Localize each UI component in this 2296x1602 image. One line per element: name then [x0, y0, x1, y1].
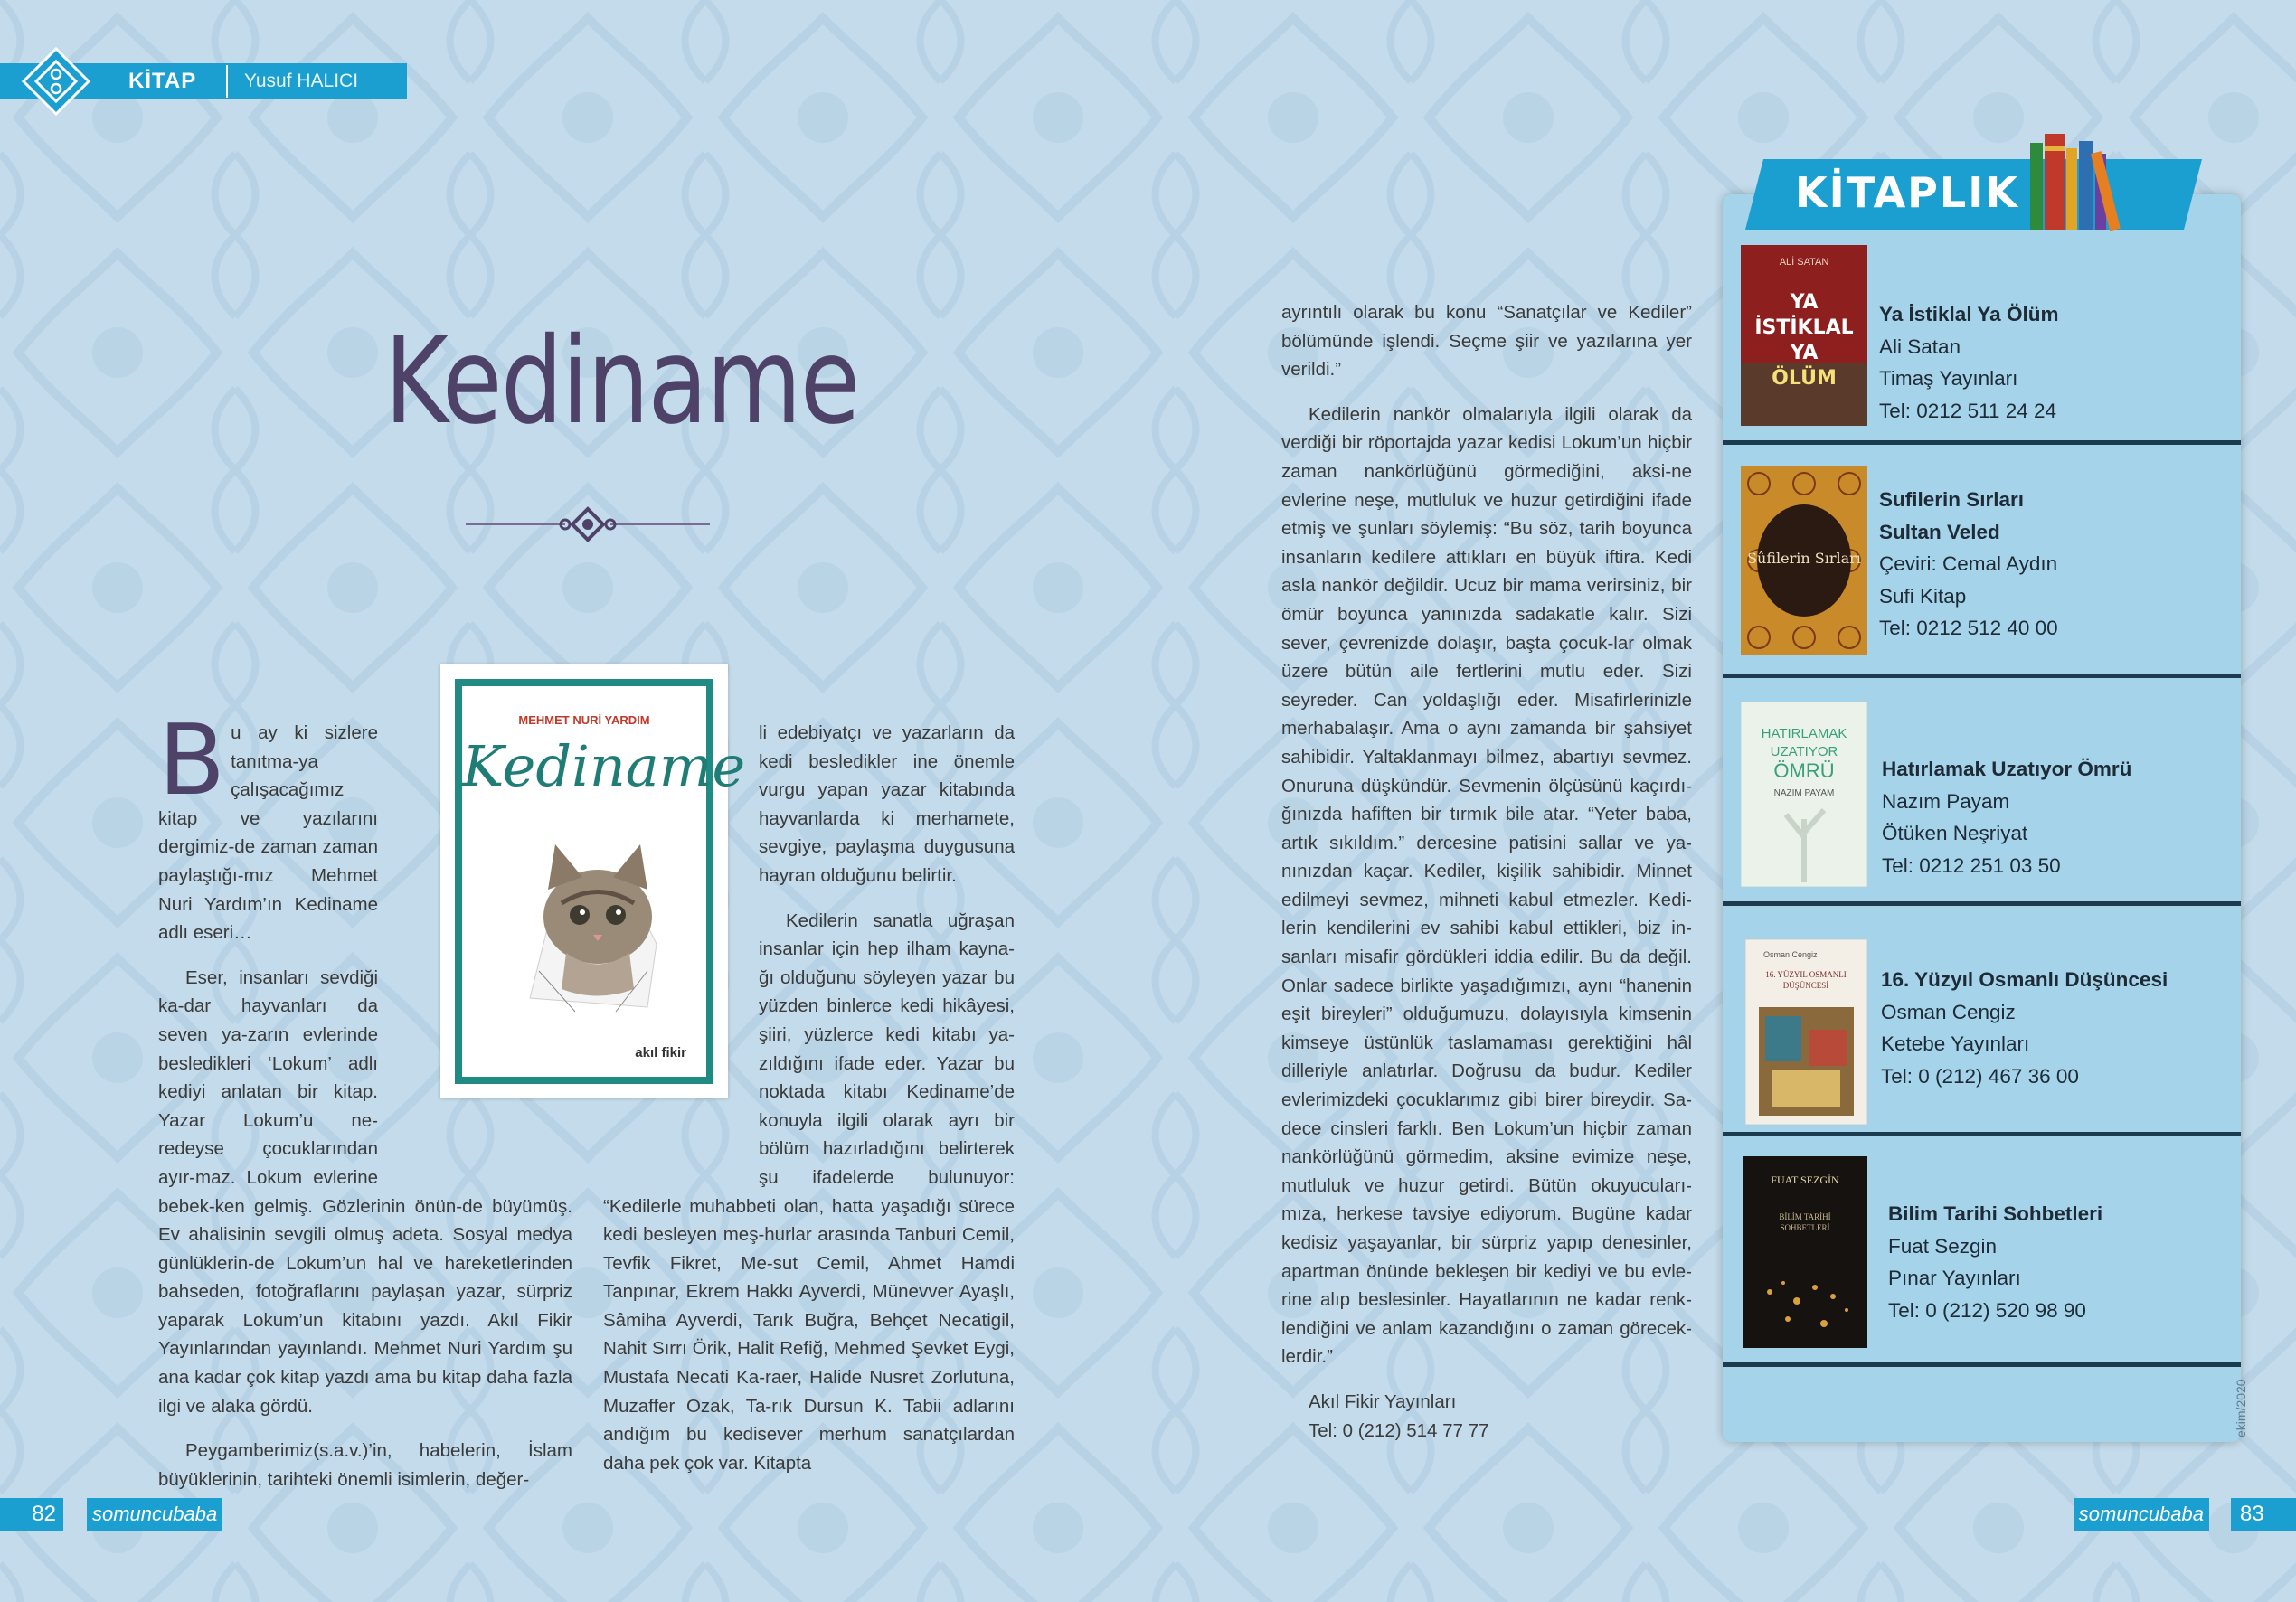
- publisher-name: Akıl Fikir Yayınları: [1309, 1390, 1457, 1412]
- book-cover-thumbnail: [1741, 245, 1867, 426]
- paragraph: Peygamberimiz(s.a.v.)’in, habelerin, İslam büyüklerinin, tarihteki önemli isimlerin, değer-: [158, 1440, 572, 1490]
- book-info: [1888, 1198, 2102, 1326]
- publisher-info: [1281, 1388, 1692, 1445]
- book-info: [1879, 298, 2058, 427]
- thumb-text: Osman Cengiz: [1763, 950, 1818, 959]
- svg-text:BİLİM TARİHİ: BİLİM TARİHİ: [1779, 1212, 1831, 1221]
- book-title: Ya İstiklal Ya Ölüm: [1879, 303, 2059, 325]
- thumb-text: FUAT SEZGİN: [1771, 1173, 1839, 1186]
- thumb-text: ALİ SATAN: [1779, 257, 1829, 268]
- book-info: [1881, 964, 2168, 1092]
- header-divider: [226, 65, 228, 98]
- book-tel: Tel: 0 (212) 467 36 00: [1881, 1064, 2079, 1088]
- book-title: 16. Yüzyıl Osmanlı Düşüncesi: [1881, 968, 2168, 991]
- section-category: KİTAP: [128, 69, 197, 93]
- book-tel: Tel: 0212 512 40 00: [1879, 617, 2058, 639]
- book-tel: Tel: 0212 251 03 50: [1882, 853, 2061, 877]
- article-author: Yusuf HALICI: [244, 71, 359, 91]
- publisher-tel: Tel: 0 (212) 514 77 77: [1309, 1419, 1489, 1441]
- book-tel: Tel: 0212 511 24 24: [1879, 399, 2056, 422]
- article-column-2: [603, 719, 1015, 1494]
- cover-title: Kediname: [462, 733, 746, 799]
- drop-cap: B: [158, 704, 226, 817]
- page-number-left: 82: [0, 1498, 63, 1531]
- books-stack-icon: [2026, 134, 2152, 233]
- kitaplik-entry-5: [1723, 1136, 2241, 1371]
- book-info: [1879, 484, 2058, 645]
- paragraph: Kedilerin nankör olmalarıyla ilgili olarak da verdiği bir röportajda yazar kedisi Lokum’un hiçbir zaman nankörlüğünü görmediğini, aksi-ne evlerine neşe, mutluluk ve huzur getirdiğini ifade etmiş ve şunları söylemiş: “Bu söz, tarih boyunca insanların kedilere attıkları en büyük iftira. Kedi asla nankör değildir. Ucuz bir mama verirsiniz, bir ömür boyunca yanınızda sadakatle kalır. Sizi sever, çevrenizde dolaşır, başta çocuk-lar olmak üzere bütün aile fertlerini mutlu eder. Sizi seyreder. Can yoldaşlığı eder. Misafirlerinizle merhabalaşır. Ama o aynı zamanda bir şahsiyet sahibidir. Yaltaklanmayı bilmez, abartıyı sevmez. Onuruna düşkündür. Sevmenin ölçüsünü kaçırdı-ğınızda hafiften bir tırmık bile atar. “Yeter baba, artık sıkıldım.” dercesine patisini sallar ve ya-nınızdan kaçar. Kediler, kişilik sahibidir. Minnet edilmeyi sevmez, mihneti kabul etmezler. Kedi-lerin kendilerini ev sahibi kabul ettikleri, biz in-sanları misafir gördükleri iddia edilir. Bu da değil. Onlar sadece birlikte yaşadığımızı, aynı “hanenin eşit bireyleri” olduğumuzu, dolayısıyla kimsenin kimseye üstünlük taslamaması gerektiğini hâl dilleriyle anlatırlar. Doğrusu da budur. Kediler evlerimizdeki çocuklarımız gibi birer bireydir. Sa-dece cinsleri farklı. Ben Lokum’un hiçbir zaman nankörlüğünü görmedim, aksine evimize neşe, mutluluk ve huzur getirdi. Bütün okuyucuları-mıza, herkese tavsiye ediyorum. Bugüne kadar kedisiz yaşayanlar, bir sürpriz yapıp denesinler, apartman önünde bekleşen bir kediyi ve bu evle-rine alıp beslesinler. Hayatlarının ne kadar renk-lendiğini ve anlam kazandığını o zaman görecek-lerdir.”: [1281, 403, 1692, 1368]
- kitaplik-entry-4: [1723, 906, 2241, 1136]
- book-publisher: Sufi Kitap: [1879, 584, 1967, 608]
- book-cover-thumbnail: [1745, 939, 1867, 1125]
- kitaplik-title: KİTAPLIK: [1795, 168, 2019, 217]
- paragraph: u ay ki sizlere tanıtma-ya çalışacağımız kitap ve yazılarını dergimiz-de zaman zaman paylaştığı-mız Mehmet Nuri Yardım’ın Kediname adlı eseri…: [158, 722, 378, 944]
- article-column-1: [158, 704, 572, 1510]
- header-ornament-icon: [0, 45, 99, 118]
- book-publisher: Timaş Yayınları: [1879, 367, 2018, 390]
- kitaplik-entry-1: [1723, 240, 2241, 448]
- entry-divider: [1723, 440, 2241, 445]
- thumb-text: NAZIM PAYAM: [1773, 788, 1835, 798]
- book-publisher: Ötüken Neşriyat: [1882, 822, 2028, 844]
- book-author: Fuat Sezgin: [1888, 1234, 1998, 1258]
- cover-wrap-space: [603, 719, 759, 1171]
- kitaplik-entry-2: [1723, 448, 2241, 678]
- paragraph: li edebiyatçı ve yazarların da kedi besledikler ine önemle vurgu yapan yazar kitabında hayvanlarda ki merhamete, sevgiye, paylaşma duygusuna hayran olduğunu belirtir.: [759, 722, 1015, 886]
- thumb-text: Sûfilerin Sırları: [1747, 550, 1861, 567]
- book-tel: Tel: 0 (212) 520 98 90: [1888, 1298, 2086, 1322]
- svg-text:SOHBETLERİ: SOHBETLERİ: [1780, 1223, 1830, 1232]
- book-title: Hatırlamak Uzatıyor Ömrü: [1882, 758, 2132, 780]
- book-author: Ali Satan: [1879, 335, 1961, 358]
- article-column-3: [1281, 298, 1692, 1445]
- paragraph: ayrıntılı olarak bu konu “Sanatçılar ve Kediler” bölümünde işlendi. Seçme şiir ve yazılarına yer verildi.”: [1281, 302, 1692, 381]
- svg-text:ÖLÜM: ÖLÜM: [1772, 367, 1837, 390]
- article-title: Kediname: [384, 312, 859, 451]
- kitaplik-header: [1745, 159, 2202, 230]
- book-author: Sultan Veled: [1879, 520, 2000, 543]
- magazine-name-left: somuncubaba: [87, 1498, 222, 1531]
- svg-text:16. YÜZYIL OSMANLI: 16. YÜZYIL OSMANLI: [1765, 970, 1847, 979]
- svg-text:ÖMRÜ: ÖMRÜ: [1773, 759, 1835, 782]
- svg-text:UZATIYOR: UZATIYOR: [1770, 744, 1838, 759]
- book-title: Bilim Tarihi Sohbetleri: [1888, 1202, 2103, 1225]
- magazine-name-right: somuncubaba: [2074, 1498, 2209, 1531]
- svg-text:YA: YA: [1790, 342, 1819, 364]
- book-cover-thumbnail: [1743, 1156, 1867, 1348]
- svg-text:HATIRLAMAK: HATIRLAMAK: [1761, 726, 1847, 741]
- entry-divider: [1723, 1362, 2241, 1367]
- paragraph: Kedilerin sanatla uğraşan insanlar için hep ilham kayna-ğı olduğunu söyleyen yazar bu yüzden binlerce kedi hikâyesi, şiiri, yüzlerce kedi kitabı ya-zıldığını ifade eder. Yazar bu noktada kitabı Kediname’de konuyla ilgili olarak ayrı bir bölüm hazırladığını belirterek şu ifadelerde bulunuyor: “Kedilerle muhabbeti olan, hatta yaşadığı sürece kedi besleyen meş-hurlar arasında Tanburi Cemil, Tevfik Fikret, Me-sut Cemil, Ahmet Hamdi Tanpınar, Ekrem Hakkı Ayverdi, Münevver Ayaşlı, Sâmiha Ayverdi, Tarık Buğra, Behçet Necatigil, Nahit Sırrı Örik, Halit Refiğ, Mehmed Şevket Eygi, Mustafa Necati Ka-raer, Halide Nusret Zorlutuna, Muzaffer Ozak, Ta-rık Dursun K. Tabii adlarını andığım bu kedisever merhum sanatçılardan daha pek çok var. Kitapta: [603, 909, 1015, 1474]
- book-info: [1882, 753, 2131, 881]
- svg-text:İSTİKLAL: İSTİKLAL: [1754, 316, 1854, 339]
- book-author: Osman Cengiz: [1881, 1000, 2016, 1023]
- book-title: Sufilerin Sırları: [1879, 488, 2025, 511]
- book-author: Nazım Payam: [1882, 789, 2010, 813]
- cover-publisher-logo: akıl fikir: [635, 1045, 686, 1060]
- cover-wrap-space: [378, 719, 572, 1171]
- book-publisher: Ketebe Yayınları: [1881, 1032, 2030, 1055]
- title-ornament-icon: [466, 502, 710, 547]
- cover-author: MEHMET NURİ YARDIM: [518, 713, 650, 727]
- book-cover-thumbnail: [1741, 466, 1867, 655]
- section-header: [90, 63, 407, 99]
- kitaplik-entry-3: [1723, 678, 2241, 906]
- paragraph: Eser, insanları sevdiği ka-dar hayvanları da seven ya-zarın evlerinde besledikleri ‘Lokum’ adlı kediyi anlatan bir kitap. Yazar Lokum’u ne-redeyse çocuklarından ayır-maz. Lokum evlerine bebek-ken gelmiş. Gözlerinin önün-de büyümüş. Ev ahalisinin sevgili olmuş adeta. Sosyal medya günlüklerin-de Lokum’un hal ve hareketlerinden bahseden, fotoğraflarını paylaşan yazar, sürpriz yaparak Lokum’un kitabını yazdı. Akıl Fikir Yayınlarından yayınlandı. Mehmet Nuri Yardım şu ana kadar çok kitap yazdı ama bu kitap daha fazla ilgi ve alaka gördü.: [158, 966, 572, 1417]
- page-number-right: 83: [2231, 1498, 2296, 1531]
- book-translator: Çeviri: Cemal Aydın: [1879, 552, 2058, 575]
- book-publisher: Pınar Yayınları: [1888, 1267, 2021, 1289]
- svg-text:DÜŞÜNCESİ: DÜŞÜNCESİ: [1782, 981, 1829, 990]
- issue-date: ekim/2020: [2234, 1379, 2248, 1437]
- svg-text:YA: YA: [1790, 291, 1819, 314]
- book-cover-thumbnail: [1741, 702, 1867, 887]
